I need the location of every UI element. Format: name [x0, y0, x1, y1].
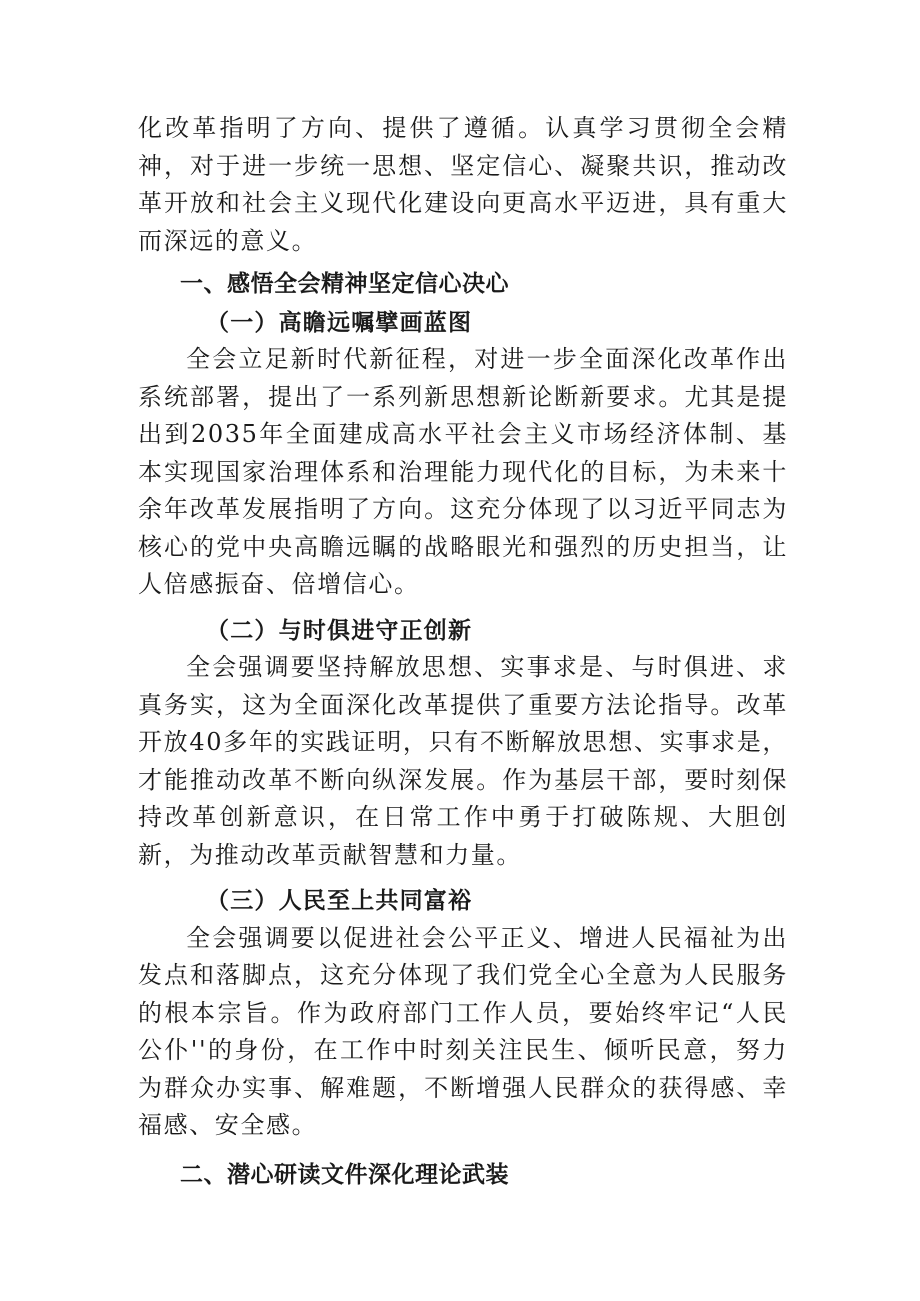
intro-paragraph: 化改革指明了方向、提供了遵循。认真学习贯彻全会精神，对于进一步统一思想、坚定信心、凝聚共识，推动改革开放和社会主义现代化建设向更高水平迈进，具有重大而深远的意义。	[138, 114, 788, 255]
subsection-1-paragraph: 全会立足新时代新征程，对进一步全面深化改革作出系统部署，提出了一系列新思想新论断新要求。尤其是提出到2035年全面建成高水平社会主义市场经济体制、基本实现国家治理体系和治理能力现代化的目标，为未来十余年改革发展指明了方向。这充分体现了以习近平同志为核心的党中央高瞻远瞩的战略眼光和强烈的历史担当，让人倍感振奋、倍增信心。	[138, 345, 788, 598]
subsection-1-heading: （一）高瞻远嘱擘画蓝图	[206, 308, 473, 336]
subsection-3-paragraph: 全会强调要以促进社会公平正义、增进人民福祉为出发点和落脚点，这充分体现了我们党全心全意为人民服务的根本宗旨。作为政府部门工作人员，要始终牢记“人民公仆''的身份，在工作中时刻关注民生、倾听民意，努力为群众办实事、解难题，不断增强人民群众的获得感、幸福感、安全感。	[138, 923, 788, 1139]
section-1-heading: 一、感悟全会精神坚定信心决心	[180, 271, 509, 297]
spacer	[138, 874, 788, 882]
document-body	[138, 110, 788, 1194]
subsection-2-heading: （二）与时俱进守正创新	[206, 616, 473, 644]
subsection-3-heading: （三）人民至上共同富裕	[206, 887, 473, 914]
subsection-2-paragraph: 全会强调要坚持解放思想、实事求是、与时俱进、求真务实，这为全面深化改革提供了重要方法论指导。改革开放40多年的实践证明，只有不断解放思想、实事求是，才能推动改革不断向纵深发展。作为基层干部，要时刻保持改革创新意识，在日常工作中勇于打破陈规、大胆创新，为推动改革贡献智慧和力量。	[138, 653, 788, 869]
spacer	[138, 1145, 788, 1157]
section-2-heading: 二、潜心研读文件深化理论武装	[180, 1161, 509, 1188]
spacer	[138, 604, 788, 612]
